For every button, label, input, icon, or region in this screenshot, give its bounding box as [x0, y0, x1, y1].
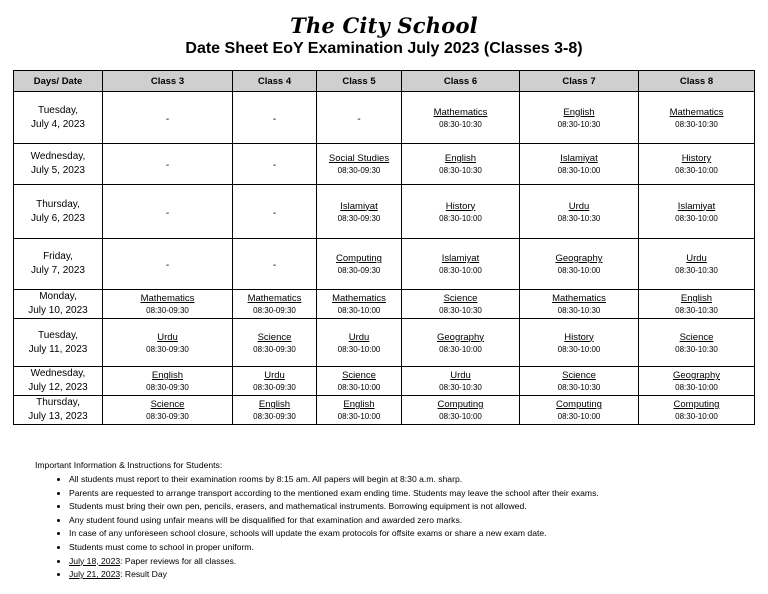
exam-date: July 13, 2023 [28, 411, 88, 422]
exam-time: 08:30-10:00 [337, 383, 381, 392]
subject-name: English [680, 293, 713, 304]
exam-time: 08:30-09:30 [253, 344, 296, 354]
exam-cell [520, 290, 639, 319]
subject-name: History [564, 331, 594, 343]
header-days-date: Days/ Date [14, 71, 103, 92]
subject-name: English [258, 399, 291, 410]
exam-cell [520, 367, 639, 396]
subject-name: History [445, 200, 476, 212]
exam-time: 08:30-09:30 [337, 266, 381, 275]
exam-cell [520, 92, 639, 144]
exam-cell [317, 367, 402, 396]
exam-time: 08:30-09:30 [337, 213, 381, 223]
day-name: Monday, [39, 291, 77, 302]
subject-name: Mathematics [552, 293, 606, 304]
exam-time: 08:30-10:30 [557, 383, 601, 392]
exam-time: 08:30-10:30 [439, 119, 482, 129]
subject-name: Mathematics [332, 293, 386, 304]
subject-name: Urdu [686, 253, 707, 264]
no-exam-dash: - [272, 160, 277, 171]
exam-time: 08:30-10:30 [439, 306, 482, 315]
subject-name: Science [342, 370, 376, 381]
day-date-cell [14, 367, 103, 396]
subject-name: Science [150, 399, 185, 410]
exam-time: 08:30-09:30 [337, 166, 381, 175]
exam-cell [639, 144, 755, 185]
exam-time: 08:30-10:00 [675, 213, 718, 223]
subject-name: Urdu [348, 331, 370, 343]
exam-cell [317, 239, 402, 290]
instruction-text: Students must come to school in proper uniform. [69, 541, 254, 552]
exam-cell [639, 92, 755, 144]
instruction-item [69, 568, 755, 582]
exam-date: July 4, 2023 [31, 118, 85, 130]
exam-cell [103, 144, 233, 185]
exam-cell [103, 290, 233, 319]
table-row [14, 239, 755, 290]
subject-name: Mathematics [433, 106, 488, 118]
day-date-cell [14, 396, 103, 425]
exam-time: 08:30-09:30 [253, 383, 296, 392]
exam-time: 08:30-10:00 [557, 266, 601, 275]
no-exam-dash: - [165, 260, 170, 271]
instruction-text: Any student found using unfair means will be disqualified for that examination and awarded zero marks. [69, 514, 463, 525]
no-exam-dash: - [272, 260, 277, 271]
no-exam-dash: - [165, 160, 170, 171]
exam-cell [520, 319, 639, 367]
exam-date: July 10, 2023 [28, 305, 88, 316]
subject-name: Social Studies [328, 153, 390, 164]
exam-date: July 6, 2023 [31, 212, 85, 224]
table-row [14, 185, 755, 239]
exam-time: 08:30-10:30 [557, 119, 601, 129]
exam-time: 08:30-10:30 [557, 213, 601, 223]
subject-name: English [151, 370, 184, 381]
exam-cell [233, 367, 317, 396]
subject-name: Science [679, 331, 714, 343]
exam-cell [103, 239, 233, 290]
subject-name: Geography [555, 253, 603, 264]
table-row [14, 396, 755, 425]
exam-date: July 7, 2023 [31, 265, 85, 276]
instruction-text: In case of any unforeseen school closure, schools will update the exam protocols for offsite exams or share a new exam date. [69, 528, 547, 539]
exam-cell [103, 396, 233, 425]
day-name: Tuesday, [37, 104, 79, 116]
day-name: Thursday, [36, 198, 80, 210]
subject-name: Urdu [264, 370, 285, 381]
subject-name: Urdu [157, 331, 178, 343]
day-name: Thursday, [36, 397, 80, 408]
exam-cell [520, 185, 639, 239]
exam-time: 08:30-10:00 [337, 412, 381, 421]
exam-cell [520, 239, 639, 290]
exam-time: 08:30-10:30 [675, 266, 718, 275]
subject-name: Science [257, 331, 292, 343]
exam-cell [233, 92, 317, 144]
page-title: Date Sheet EoY Examination July 2023 (Classes 3-8) [185, 40, 583, 57]
exam-time: 08:30-10:00 [337, 306, 381, 315]
instruction-text: : Paper reviews for all classes. [120, 555, 237, 566]
instructions-heading: Important Information & Instructions for Students: [35, 460, 223, 470]
exam-time: 08:30-10:30 [439, 166, 482, 175]
exam-time: 08:30-10:00 [675, 383, 718, 392]
exam-time: 08:30-10:00 [439, 266, 482, 275]
header-class: Class 7 [520, 71, 639, 92]
table-header-row [14, 71, 755, 92]
no-exam-dash: - [165, 113, 170, 125]
instructions-list [35, 473, 755, 582]
subject-name: Geography [672, 370, 720, 381]
exam-time: 08:30-10:30 [675, 306, 718, 315]
subject-name: Islamiyat [677, 200, 716, 212]
exam-cell [520, 144, 639, 185]
exam-cell [317, 290, 402, 319]
subject-name: Geography [436, 331, 484, 343]
no-exam-dash: - [357, 113, 361, 125]
exam-time: 08:30-10:00 [675, 412, 718, 421]
no-exam-dash: - [272, 207, 277, 219]
exam-cell [639, 290, 755, 319]
subject-name: Urdu [450, 370, 471, 381]
exam-cell [402, 144, 520, 185]
subject-name: Mathematics [669, 106, 724, 118]
instruction-item [69, 473, 755, 487]
exam-cell [233, 239, 317, 290]
exam-cell [639, 185, 755, 239]
instruction-text: : Result Day [120, 569, 167, 580]
subject-name: English [343, 399, 375, 410]
day-date-cell [14, 319, 103, 367]
exam-cell [639, 367, 755, 396]
subject-name: Science [562, 370, 596, 381]
exam-cell [233, 396, 317, 425]
exam-time: 08:30-10:30 [557, 306, 601, 315]
instruction-date: July 18, 2023 [69, 555, 121, 566]
exam-cell [233, 319, 317, 367]
exam-time: 08:30-09:30 [146, 383, 189, 392]
no-exam-dash: - [272, 113, 277, 125]
header-class: Class 8 [639, 71, 755, 92]
day-date-cell [14, 239, 103, 290]
exam-cell [317, 185, 402, 239]
instruction-item [69, 514, 755, 528]
exam-cell [233, 185, 317, 239]
table-row [14, 367, 755, 396]
exam-time: 08:30-10:30 [675, 344, 718, 354]
day-name: Wednesday, [30, 368, 86, 379]
exam-time: 08:30-09:30 [146, 412, 189, 421]
day-name: Friday, [43, 251, 73, 262]
exam-cell [103, 367, 233, 396]
instructions-section [35, 460, 755, 582]
exam-cell [520, 396, 639, 425]
exam-time: 08:30-10:30 [675, 119, 718, 129]
instruction-item [69, 500, 755, 514]
exam-cell [233, 144, 317, 185]
subject-name: English [444, 153, 477, 164]
table-row [14, 144, 755, 185]
exam-cell [639, 319, 755, 367]
exam-time: 08:30-10:00 [557, 412, 601, 421]
exam-date: July 5, 2023 [31, 165, 85, 176]
exam-cell [402, 396, 520, 425]
day-date-cell [14, 185, 103, 239]
header-class: Class 4 [233, 71, 317, 92]
instruction-date: July 21, 2023 [69, 569, 121, 580]
exam-cell [402, 92, 520, 144]
instruction-item [69, 527, 755, 541]
header-class: Class 5 [317, 71, 402, 92]
subject-name: Computing [556, 399, 602, 410]
exam-cell [402, 185, 520, 239]
school-logo: The City School [290, 13, 478, 38]
exam-cell [402, 290, 520, 319]
exam-time: 08:30-10:00 [337, 344, 381, 354]
exam-cell [317, 396, 402, 425]
table-row [14, 319, 755, 367]
day-date-cell [14, 144, 103, 185]
day-date-cell [14, 92, 103, 144]
exam-time: 08:30-09:30 [253, 306, 296, 315]
instruction-item [69, 487, 755, 501]
exam-time: 08:30-10:00 [439, 412, 482, 421]
instruction-item [69, 541, 755, 555]
day-name: Wednesday, [30, 151, 86, 162]
subject-name: Islamiyat [560, 153, 598, 164]
exam-cell [402, 319, 520, 367]
subject-name: Computing [437, 399, 484, 410]
header-class: Class 3 [103, 71, 233, 92]
subject-name: Science [443, 293, 478, 304]
exam-cell [639, 239, 755, 290]
exam-time: 08:30-10:00 [557, 166, 601, 175]
exam-time: 08:30-09:30 [146, 344, 189, 354]
exam-time: 08:30-09:30 [253, 412, 296, 421]
exam-date: July 11, 2023 [28, 343, 88, 355]
exam-time: 08:30-10:00 [675, 166, 718, 175]
subject-name: English [563, 106, 595, 118]
exam-cell [233, 290, 317, 319]
exam-date: July 12, 2023 [28, 382, 88, 393]
exam-cell [317, 144, 402, 185]
exam-cell [317, 92, 402, 144]
instruction-item [69, 555, 755, 569]
exam-cell [317, 319, 402, 367]
subject-name: Mathematics [140, 293, 195, 304]
exam-time: 08:30-10:00 [439, 344, 482, 354]
exam-cell [402, 239, 520, 290]
exam-cell [103, 185, 233, 239]
day-date-cell [14, 290, 103, 319]
subject-name: Urdu [568, 200, 590, 212]
exam-time: 08:30-10:30 [439, 383, 482, 392]
instruction-text: All students must report to their examination rooms by 8:15 am. All papers will begin at 8:30 a.m. sharp. [69, 474, 463, 484]
no-exam-dash: - [165, 207, 170, 219]
exam-cell [103, 92, 233, 144]
exam-time: 08:30-10:00 [439, 213, 482, 223]
subject-name: Mathematics [247, 293, 302, 304]
subject-name: Islamiyat [441, 253, 480, 264]
exam-cell [402, 367, 520, 396]
subject-name: History [681, 153, 712, 164]
table-row [14, 290, 755, 319]
instruction-text: Parents are requested to arrange transport according to the mentioned exam ending time. Students may leave the school after their exams. [69, 487, 599, 498]
table-row [14, 92, 755, 144]
subject-name: Computing [673, 399, 720, 410]
subject-name: Islamiyat [340, 200, 378, 212]
exam-cell [103, 319, 233, 367]
exam-cell [639, 396, 755, 425]
instruction-text: Students must bring their own pen, pencils, erasers, and mathematical instruments. Borrowing equipment is not allowed. [69, 501, 527, 512]
subject-name: Computing [336, 253, 382, 264]
header-class: Class 6 [402, 71, 520, 92]
exam-time: 08:30-09:30 [146, 306, 189, 315]
date-sheet-table [13, 70, 755, 425]
day-name: Tuesday, [37, 329, 79, 341]
exam-time: 08:30-10:00 [557, 344, 601, 354]
